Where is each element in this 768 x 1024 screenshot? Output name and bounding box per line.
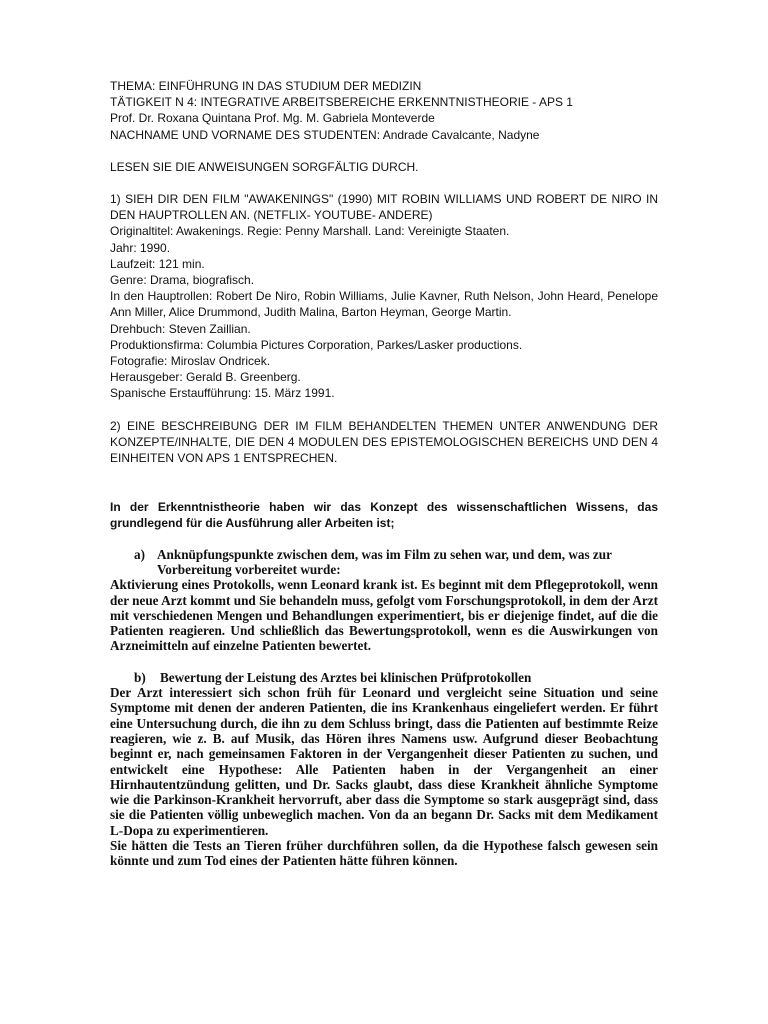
document-header	[110, 78, 658, 143]
task-1-heading: 1) SIEH DIR DEN FILM "AWAKENINGS" (1990) MIT ROBIN WILLIAMS UND ROBERT DE NIRO IN DEN HAUPTROLLEN AN. (NETFLIX- YOUTUBE- ANDERE)	[110, 192, 658, 223]
task-2-heading: 2) EINE BESCHREIBUNG DER IM FILM BEHANDELTEN THEMEN UNTER ANWENDUNG DER KONZEPTE/INHALTE, DIE DEN 4 MODULEN DES EPISTEMOLOGISCHEN BEREICHS UND DEN 4 EINHEITEN VON APS 1 ENTSPRECHEN.	[110, 418, 658, 466]
film-premiere: Spanische Erstaufführung: 15. März 1991.	[110, 386, 335, 401]
film-original-title: Originaltitel: Awakenings. Regie: Penny Marshall. Land: Vereinigte Staaten.	[110, 224, 510, 239]
answer-intro: In der Erkenntnistheorie haben wir das Konzept des wissenschaftlichen Wissens, das grundlegend für die Ausführung aller Arbeiten ist;	[110, 500, 658, 531]
film-editor: Herausgeber: Gerald B. Greenberg.	[110, 370, 301, 385]
film-genre: Genre: Drama, biografisch.	[110, 273, 255, 288]
task-1	[110, 191, 658, 402]
activity-title: TÄTIGKEIT N 4: INTEGRATIVE ARBEITSBEREICHE ERKENNTNISTHEORIE - APS 1	[110, 95, 573, 110]
section-b-marker: b)	[134, 669, 146, 685]
course-title: THEMA: EINFÜHRUNG IN DAS STUDIUM DER MEDIZIN	[110, 79, 422, 93]
professors: Prof. Dr. Roxana Quintana Prof. Mg. M. Gabriela Monteverde	[110, 111, 435, 126]
film-production: Produktionsfirma: Columbia Pictures Corporation, Parkes/Lasker productions.	[110, 337, 523, 352]
instruction: LESEN SIE DIE ANWEISUNGEN SORGFÄLTIG DURCH.	[110, 159, 419, 174]
section-a	[110, 547, 658, 654]
film-screenplay: Drehbuch: Steven Zaillian.	[110, 321, 251, 336]
section-b-body: Der Arzt interessiert sich schon früh für Leonard und vergleicht seine Situation und seine Symptome mit denen der anderen Patienten, die ins Krankenhaus eingeliefert werden. Er führt eine Untersuchung durch, die ihn zu dem Schluss bringt, dass die Patienten auf bestimmte Reize reagieren, wie z. B. auf Musik, das Hören ihres Namens usw. Aufgrund dieser Beobachtung beginnt er, nach gemeinsamen Faktoren in der Vergangenheit dieser Patienten zu suchen, und entwickelt eine Hypothese: Alle Patienten haben in der Vergangenheit an einer Hirnhautentzündung gelitten, und Dr. Sacks glaubt, dass diese Krankheit ähnliche Symptome wie die Parkinson-Krankheit hervorruft, aber dass die Symptome so stark ausgeprägt sind, dass sie die Patienten völlig unbeweglich machen. Von da an begann Dr. Sacks mit dem Medikament L-Dopa zu experimentieren.	[110, 685, 658, 838]
film-year: Jahr: 1990.	[110, 240, 171, 255]
section-a-heading: Anknüpfungspunkte zwischen dem, was im Film zu sehen war, und dem, was zur Vorbereitung vorbereitet wurde:	[157, 546, 612, 577]
section-a-title	[110, 547, 658, 578]
section-b-title	[110, 670, 658, 685]
section-b-conclusion: Sie hätten die Tests an Tieren früher durchführen sollen, da die Hypothese falsch gewesen sein könnte und zum Tod eines der Patienten hätte führen können.	[110, 838, 658, 869]
section-a-body: Aktivierung eines Protokolls, wenn Leonard krank ist. Es beginnt mit dem Pflegeprotokoll, wenn der neue Arzt kommt und Sie behandeln muss, gefolgt vom Forschungsprotokoll, in dem der Arzt mit verschiedenen Mengen und Behandlungen experimentiert, bis er diejenige findet, auf die die Patienten reagieren. Und schließlich das Bewertungsprotokoll, wenn es die Auswirkungen von Arzneimitteln auf einzelne Patienten bewertet.	[110, 577, 658, 654]
section-b-heading: Bewertung der Leistung des Arztes bei klinischen Prüfprotokollen	[160, 669, 532, 685]
film-photography: Fotografie: Miroslav Ondricek.	[110, 354, 271, 369]
student-name: NACHNAME UND VORNAME DES STUDENTEN: Andrade Cavalcante, Nadyne	[110, 127, 540, 142]
film-cast: In den Hauptrollen: Robert De Niro, Robin Williams, Julie Kavner, Ruth Nelson, John Heard, Penelope Ann Miller, Alice Drummond, Judith Malina, Barton Heyman, George Martin.	[110, 289, 658, 320]
section-a-marker: a)	[134, 546, 145, 562]
section-b	[110, 670, 658, 869]
document-page	[110, 78, 658, 869]
film-runtime: Laufzeit: 121 min.	[110, 256, 205, 271]
